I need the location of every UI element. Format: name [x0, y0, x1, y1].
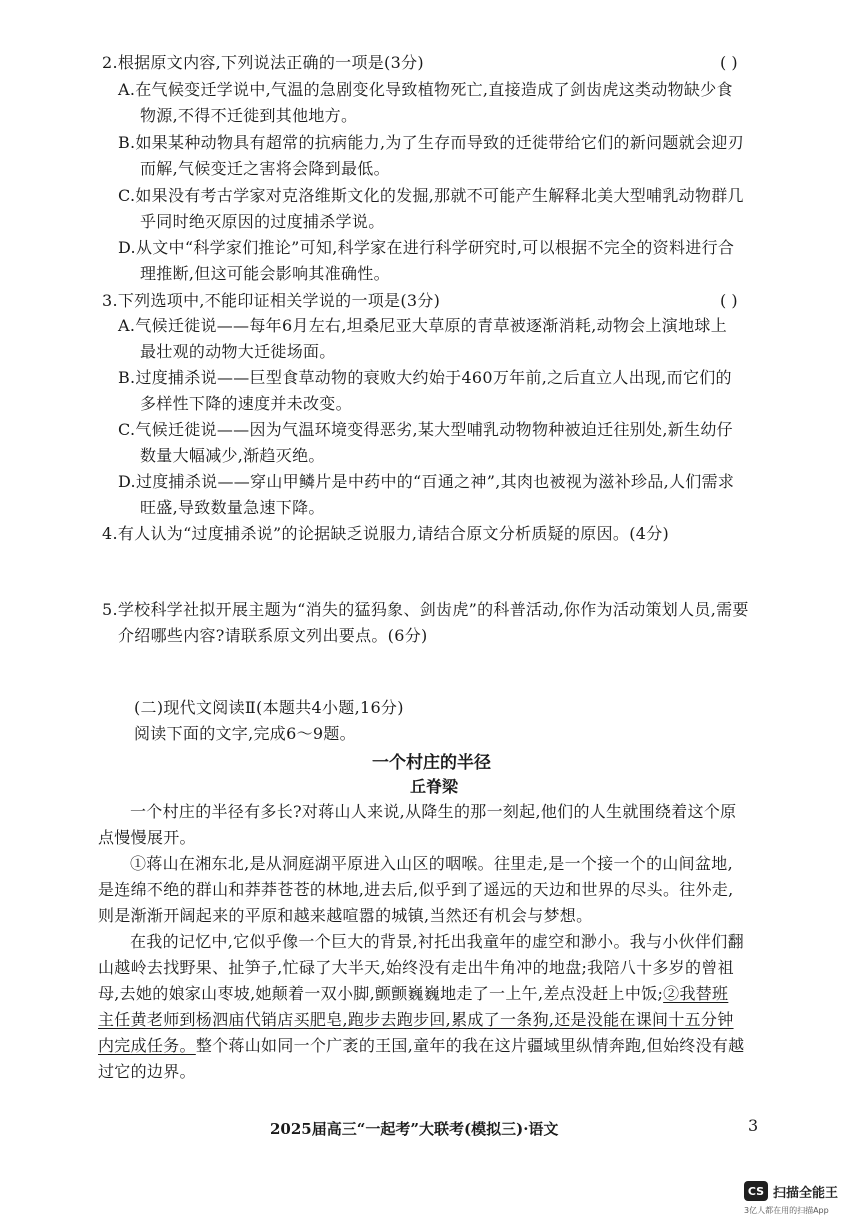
q3-option-c-line1: C.气候迁徙说——因为气温环境变得恶劣,某大型哺乳动物物种被迫迁往别处,新生幼仔 [118, 420, 733, 439]
q3-option-b-line2: 多样性下降的速度并未改变。 [140, 394, 352, 413]
page-number: 3 [748, 1116, 759, 1135]
passage-p2-line1: ①蒋山在湘东北,是从洞庭湖平原进入山区的咽喉。往里走,是一个接一个的山间盆地, [130, 854, 733, 873]
q5-stem-line2: 介绍哪些内容?请联系原文列出要点。(6分) [118, 626, 428, 645]
underlined-sentence-2-middle: 主任黄老师到杨泗庙代销店买肥皂,跑步去跑步回,累成了一条狗,还是没能在课间十五分钟 [98, 1010, 734, 1029]
passage-p1-line2: 点慢慢展开。 [98, 828, 196, 847]
passage-author: 丘脊梁 [410, 777, 459, 796]
passage-p3-line3-text: 母,去她的娘家山枣坡,她颠着一双小脚,颤颤巍巍地走了一上午,差点没赶上中饭; [98, 984, 664, 1003]
camscanner-logo-icon: CS [744, 1181, 768, 1201]
q3-stem: 3.下列选项中,不能印证相关学说的一项是(3分) [102, 291, 441, 310]
passage-p3-line1: 在我的记忆中,它似乎像一个巨大的背景,衬托出我童年的虚空和渺小。我与小伙伴们翻 [130, 932, 744, 951]
q3-option-d-line2: 旺盛,导致数量急速下降。 [140, 498, 325, 517]
section-heading: (二)现代文阅读Ⅱ(本题共4小题,16分) [134, 698, 404, 717]
q3-answer-bracket: ( ) [720, 291, 738, 310]
scanner-watermark [744, 1181, 838, 1201]
passage-p3-line5-text: 整个蒋山如同一个广袤的王国,童年的我在这片疆域里纵情奔跑,但始终没有越 [195, 1036, 745, 1055]
q3-option-b-line1: B.过度捕杀说——巨型食草动物的衰败大约始于460万年前,之后直立人出现,而它们的 [118, 368, 732, 387]
q2-option-d-line1: D.从文中“科学家们推论”可知,科学家在进行科学研究时,可以根据不完全的资料进行合 [118, 238, 735, 257]
passage-p2-line2: 是连绵不绝的群山和莽莽苍苍的林地,进去后,似乎到了遥远的天边和世界的尽头。往外走, [98, 880, 734, 899]
q2-option-b-line1: B.如果某种动物具有超常的抗病能力,为了生存而导致的迁徙带给它们的新问题就会迎刃 [118, 133, 744, 152]
q2-option-d-line2: 理推断,但这可能会影响其准确性。 [140, 264, 390, 283]
q2-option-c-line2: 乎同时绝灭原因的过度捕杀学说。 [140, 212, 385, 231]
passage-p3-line6: 过它的边界。 [98, 1062, 196, 1081]
underlined-sentence-2-start: ②我替班 [663, 984, 729, 1003]
q3-option-d-line1: D.过度捕杀说——穿山甲鳞片是中药中的“百通之神”,其肉也被视为滋补珍品,人们需求 [118, 472, 735, 491]
q2-option-b-line2: 而解,气候变迁之害将会降到最低。 [140, 159, 390, 178]
q5-stem-line1: 5.学校科学社拟开展主题为“消失的猛犸象、剑齿虎”的科普活动,你作为活动策划人员,需要 [102, 600, 749, 619]
scanner-app-name: 扫描全能王 [773, 1185, 839, 1201]
q2-stem: 2.根据原文内容,下列说法正确的一项是(3分) [102, 53, 424, 72]
passage-p3-line3 [98, 982, 728, 1006]
exam-footer-title: 2025届高三“一起考”大联考(模拟三)·语文 [270, 1120, 559, 1138]
section-instruction: 阅读下面的文字,完成6～9题。 [134, 724, 356, 743]
q2-answer-bracket: ( ) [720, 53, 738, 72]
q3-option-a-line2: 最壮观的动物大迁徙场面。 [140, 342, 336, 361]
q3-option-c-line2: 数量大幅减少,渐趋灭绝。 [140, 446, 325, 465]
q4-stem: 4.有人认为“过度捕杀说”的论据缺乏说服力,请结合原文分析质疑的原因。(4分) [102, 524, 670, 543]
q2-option-a-line1: A.在气候变迁学说中,气温的急剧变化导致植物死亡,直接造成了剑齿虎这类动物缺少食 [118, 80, 733, 99]
scanner-app-tagline: 3亿人都在用的扫描App [744, 1206, 829, 1215]
passage-p3-line2: 山越岭去找野果、扯笋子,忙碌了大半天,始终没有走出牛角冲的地盘;我陪八十多岁的曾祖 [98, 958, 734, 977]
passage-p3-line5 [98, 1034, 745, 1058]
passage-p2-line3: 则是渐渐开阔起来的平原和越来越喧嚣的城镇,当然还有机会与梦想。 [98, 906, 593, 925]
passage-title: 一个村庄的半径 [372, 753, 491, 773]
passage-p1-line1: 一个村庄的半径有多长?对蒋山人来说,从降生的那一刻起,他们的人生就围绕着这个原 [130, 802, 737, 821]
q2-option-c-line1: C.如果没有考古学家对克洛维斯文化的发掘,那就不可能产生解释北美大型哺乳动物群几 [118, 186, 744, 205]
q3-option-a-line1: A.气候迁徙说——每年6月左右,坦桑尼亚大草原的青草被逐渐消耗,动物会上演地球上 [118, 316, 727, 335]
underlined-sentence-2-end: 内完成任务。 [98, 1036, 196, 1055]
q2-option-a-line2: 物源,不得不迁徙到其他地方。 [140, 106, 358, 125]
